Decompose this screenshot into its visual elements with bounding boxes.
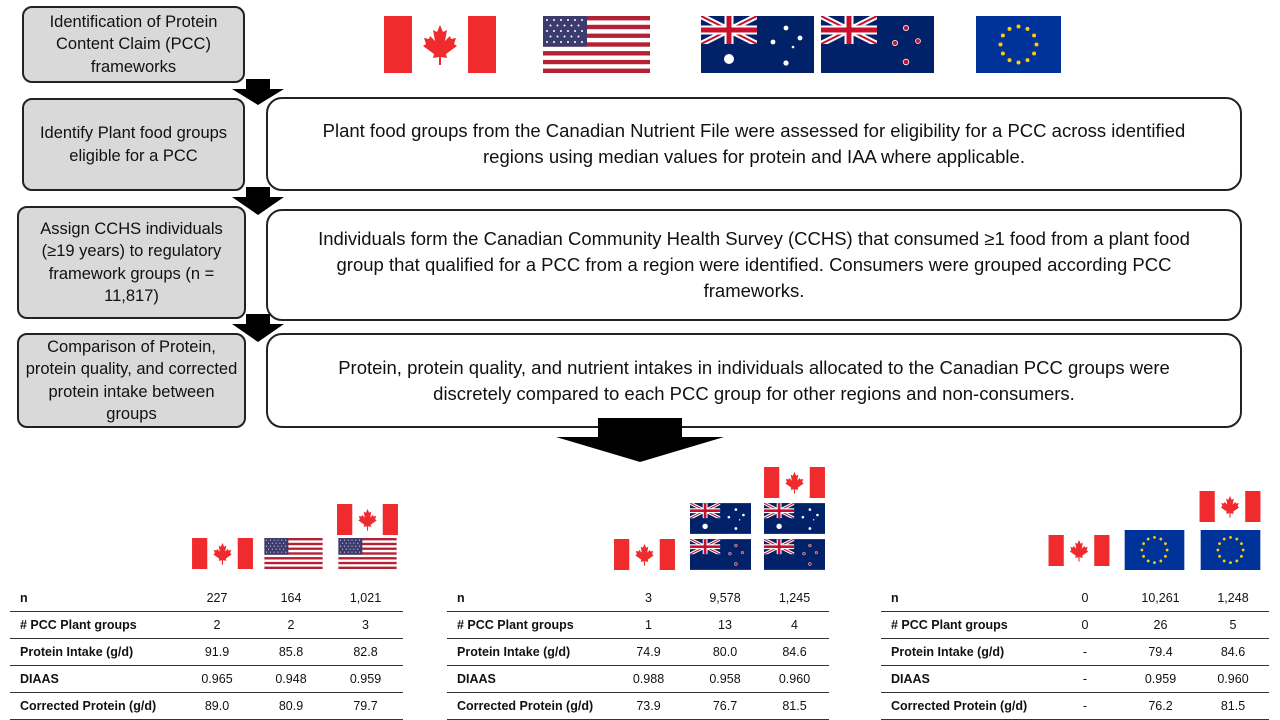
table-cell: 82.8 [328,639,403,666]
table-cell: 84.6 [1197,639,1269,666]
table-cell: 79.7 [328,693,403,720]
table-body [447,585,829,720]
description-2-text: Individuals form the Canadian Community Health Survey (CCHS) that consumed ≥1 food from a plant food group that qualified for a PCC from a region were identified. Consumers were grouped according PCC frameworks. [318,228,1190,301]
down-arrow-1-icon [230,79,286,105]
table-cell: 0.948 [254,666,328,693]
table-row [10,585,403,612]
down-arrow-2-icon [230,187,286,215]
step-4-box [17,333,246,428]
table-cell: 3 [328,612,403,639]
big-down-arrow-icon [554,418,726,462]
row-label: DIAAS [881,666,1046,693]
row-label: # PCC Plant groups [447,612,607,639]
table-cell: 2 [180,612,254,639]
step-1-text: Identification of Protein Content Claim (PCC) frameworks [49,12,218,76]
row-label: n [881,585,1046,612]
step-3-text: Assign CCHS individuals (≥19 years) to regulatory framework groups (n = 11,817) [40,219,223,305]
table-cell: 227 [180,585,254,612]
table1-combo-usa-flag-icon [337,538,398,569]
australia-flag-icon [701,16,814,73]
table-cell: 3 [607,585,690,612]
table-cell: 81.5 [1197,693,1269,720]
row-label: Protein Intake (g/d) [881,639,1046,666]
table-cell: 0.988 [607,666,690,693]
table1-canada-flag-icon [192,538,253,569]
table-cell: 85.8 [254,639,328,666]
table-cell: 0 [1046,585,1124,612]
table2-australia-flag-icon [690,503,751,534]
table-cell: - [1046,693,1124,720]
table-row [447,693,829,720]
table-cell: 9,578 [690,585,760,612]
table-cell: 89.0 [180,693,254,720]
table-row [881,693,1269,720]
table-row [447,612,829,639]
table3-combo-eu-flag-icon [1199,530,1262,570]
row-label: n [10,585,180,612]
results-table-canada-eu [881,585,1269,720]
step-3-box [17,206,246,319]
row-label: # PCC Plant groups [10,612,180,639]
step-2-text: Identify Plant food groups eligible for a PCC [39,124,228,165]
table-cell: 73.9 [607,693,690,720]
eu-flag-icon [976,16,1061,73]
step-1-box [22,6,245,83]
table-cell: 0.960 [760,666,829,693]
table1-combo-canada-flag-icon [337,504,398,535]
table-row [881,612,1269,639]
canada-flag-icon [384,16,496,73]
table3-eu-flag-icon [1123,530,1186,570]
table-row [10,612,403,639]
table-cell: 26 [1124,612,1197,639]
description-3-text: Protein, protein quality, and nutrient intakes in individuals allocated to the Canadian PCC groups were discretely compared to each PCC group for other regions and non-consumers. [338,356,1170,404]
table-cell: 0.965 [180,666,254,693]
table2-canada-flag-icon [614,539,675,570]
row-label: # PCC Plant groups [881,612,1046,639]
table2-combo-canada-flag-icon [764,467,825,498]
table2-new-zealand-flag-icon [690,539,751,570]
table-cell: 1,248 [1197,585,1269,612]
results-table-canada-aunz [447,585,829,720]
step-2-box [22,98,245,191]
description-1-box [266,97,1242,191]
table-cell: 0.959 [328,666,403,693]
table-cell: 79.4 [1124,639,1197,666]
row-label: DIAAS [10,666,180,693]
table-cell: 164 [254,585,328,612]
table-cell: 91.9 [180,639,254,666]
row-label: Protein Intake (g/d) [10,639,180,666]
new-zealand-flag-icon [821,16,934,73]
table-row [881,585,1269,612]
table-cell: 0.960 [1197,666,1269,693]
description-2-box [266,209,1242,321]
table-cell: - [1046,639,1124,666]
table-cell: 81.5 [760,693,829,720]
table-row [447,639,829,666]
description-1-text: Plant food groups from the Canadian Nutrient File were assessed for eligibility for a PCC across identified regions using median values for protein and IAA where applicable. [322,120,1186,167]
row-label: Corrected Protein (g/d) [447,693,607,720]
table-cell: 76.2 [1124,693,1197,720]
table-cell: 0.958 [690,666,760,693]
row-label: DIAAS [447,666,607,693]
down-arrow-3-icon [230,314,286,342]
description-3-box [266,333,1242,428]
table-body [881,585,1269,720]
table2-combo-new-zealand-flag-icon [764,539,825,570]
table-cell: 1,245 [760,585,829,612]
table-cell: 1 [607,612,690,639]
table-cell: 5 [1197,612,1269,639]
table2-combo-australia-flag-icon [764,503,825,534]
table3-canada-flag-icon [1048,535,1110,566]
table1-usa-flag-icon [263,538,324,569]
table-body [10,585,403,720]
table-cell: 84.6 [760,639,829,666]
table-cell: 80.0 [690,639,760,666]
table3-combo-canada-flag-icon [1199,491,1261,522]
table-cell: 13 [690,612,760,639]
table-row [10,666,403,693]
table-cell: 4 [760,612,829,639]
row-label: n [447,585,607,612]
table-cell: 10,261 [1124,585,1197,612]
table-cell: 1,021 [328,585,403,612]
table-row [10,693,403,720]
table-cell: 0 [1046,612,1124,639]
row-label: Corrected Protein (g/d) [10,693,180,720]
table-row [447,585,829,612]
table-cell: 76.7 [690,693,760,720]
table-row [10,639,403,666]
table-row [447,666,829,693]
table-cell: 0.959 [1124,666,1197,693]
row-label: Protein Intake (g/d) [447,639,607,666]
table-cell: 74.9 [607,639,690,666]
row-label: Corrected Protein (g/d) [881,693,1046,720]
usa-flag-icon [543,16,650,73]
table-row [881,639,1269,666]
table-cell: 80.9 [254,693,328,720]
results-table-canada-usa [10,585,403,720]
table-cell: 2 [254,612,328,639]
table-cell: - [1046,666,1124,693]
table-row [881,666,1269,693]
step-4-text: Comparison of Protein, protein quality, and corrected protein intake between groups [25,337,238,423]
